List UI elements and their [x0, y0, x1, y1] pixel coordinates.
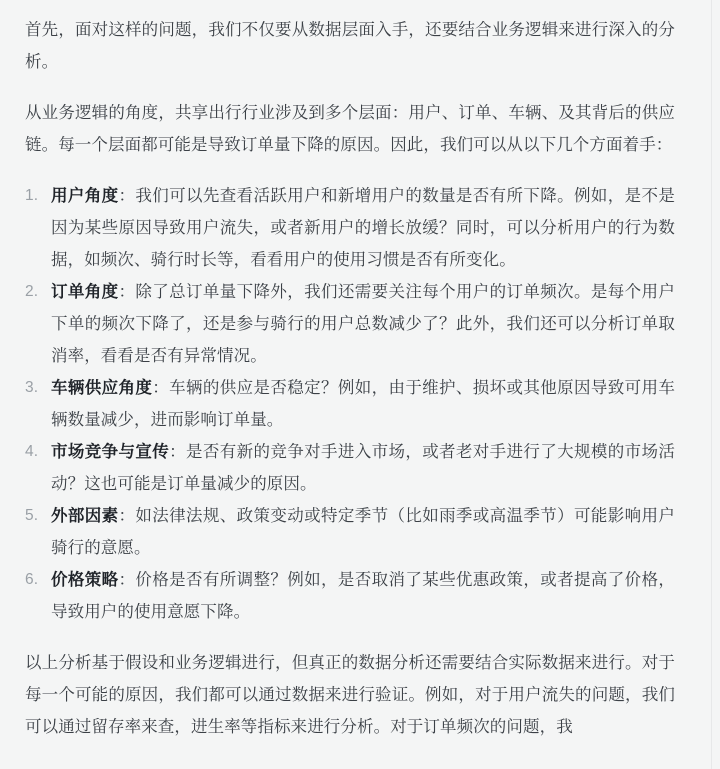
list-item-body: 是否有新的竞争对手进入市场，或者老对手进行了大规模的市场活动？这也可能是订单量减少的原因。	[51, 443, 675, 493]
list-item-separator: ：	[169, 443, 186, 461]
list-item-separator: ：	[118, 507, 136, 525]
list-item	[25, 276, 675, 372]
list-item-separator: ：	[118, 283, 136, 301]
list-item-separator: ：	[118, 187, 136, 205]
list-item-term: 用户角度	[51, 187, 119, 205]
list-item	[25, 564, 675, 628]
list-item	[25, 372, 675, 436]
list-item-term: 外部因素	[51, 507, 119, 525]
list-item-body: 车辆的供应是否稳定？例如，由于维护、损坏或其他原因导致可用车辆数量减少，进而影响订单量。	[51, 379, 675, 429]
list-item-term: 价格策略	[51, 571, 119, 589]
list-item-term: 订单角度	[51, 283, 119, 301]
list-item	[25, 500, 675, 564]
list-item-term: 车辆供应角度	[51, 379, 153, 397]
list-item-separator: ：	[118, 571, 136, 589]
analysis-dimension-list	[25, 180, 675, 628]
list-item	[25, 180, 675, 276]
list-item	[25, 436, 675, 500]
intro-paragraph-2: 从业务逻辑的角度，共享出行行业涉及到多个层面：用户、订单、车辆、及其背后的供应链。每一个层面都可能是导致订单量下降的原因。因此，我们可以从以下几个方面着手：	[25, 104, 675, 154]
closing-paragraph: 以上分析基于假设和业务逻辑进行，但真正的数据分析还需要结合实际数据来进行。对于每一个可能的原因，我们都可以通过数据来进行验证。例如，对于用户流失的问题，我们可以通过留存率来查，进生率等指标来进行分析。对于订单频次的问题，我	[25, 654, 675, 736]
list-item-body: 如法律法规、政策变动或特定季节（比如雨季或高温季节）可能影响用户骑行的意愿。	[51, 507, 675, 557]
list-item-term: 市场竞争与宣传	[51, 443, 170, 461]
intro-paragraph-1: 首先，面对这样的问题，我们不仅要从数据层面入手，还要结合业务逻辑来进行深入的分析。	[25, 21, 675, 71]
list-item-body: 我们可以先查看活跃用户和新增用户的数量是否有所下降。例如，是不是因为某些原因导致用户流失，或者新用户的增长放缓？同时，可以分析用户的行为数据，如频次、骑行时长等，看看用户的使用习惯是否有所变化。	[51, 187, 675, 269]
scrollbar-rail[interactable]	[711, 0, 712, 769]
list-item-separator: ：	[152, 379, 170, 397]
list-item-body: 价格是否有所调整？例如，是否取消了某些优惠政策，或者提高了价格，导致用户的使用意愿下降。	[51, 571, 675, 621]
list-item-body: 除了总订单量下降外，我们还需要关注每个用户的订单频次。是每个用户下单的频次下降了，还是参与骑行的用户总数减少了？此外，我们还可以分析订单取消率，看看是否有异常情况。	[51, 283, 675, 365]
